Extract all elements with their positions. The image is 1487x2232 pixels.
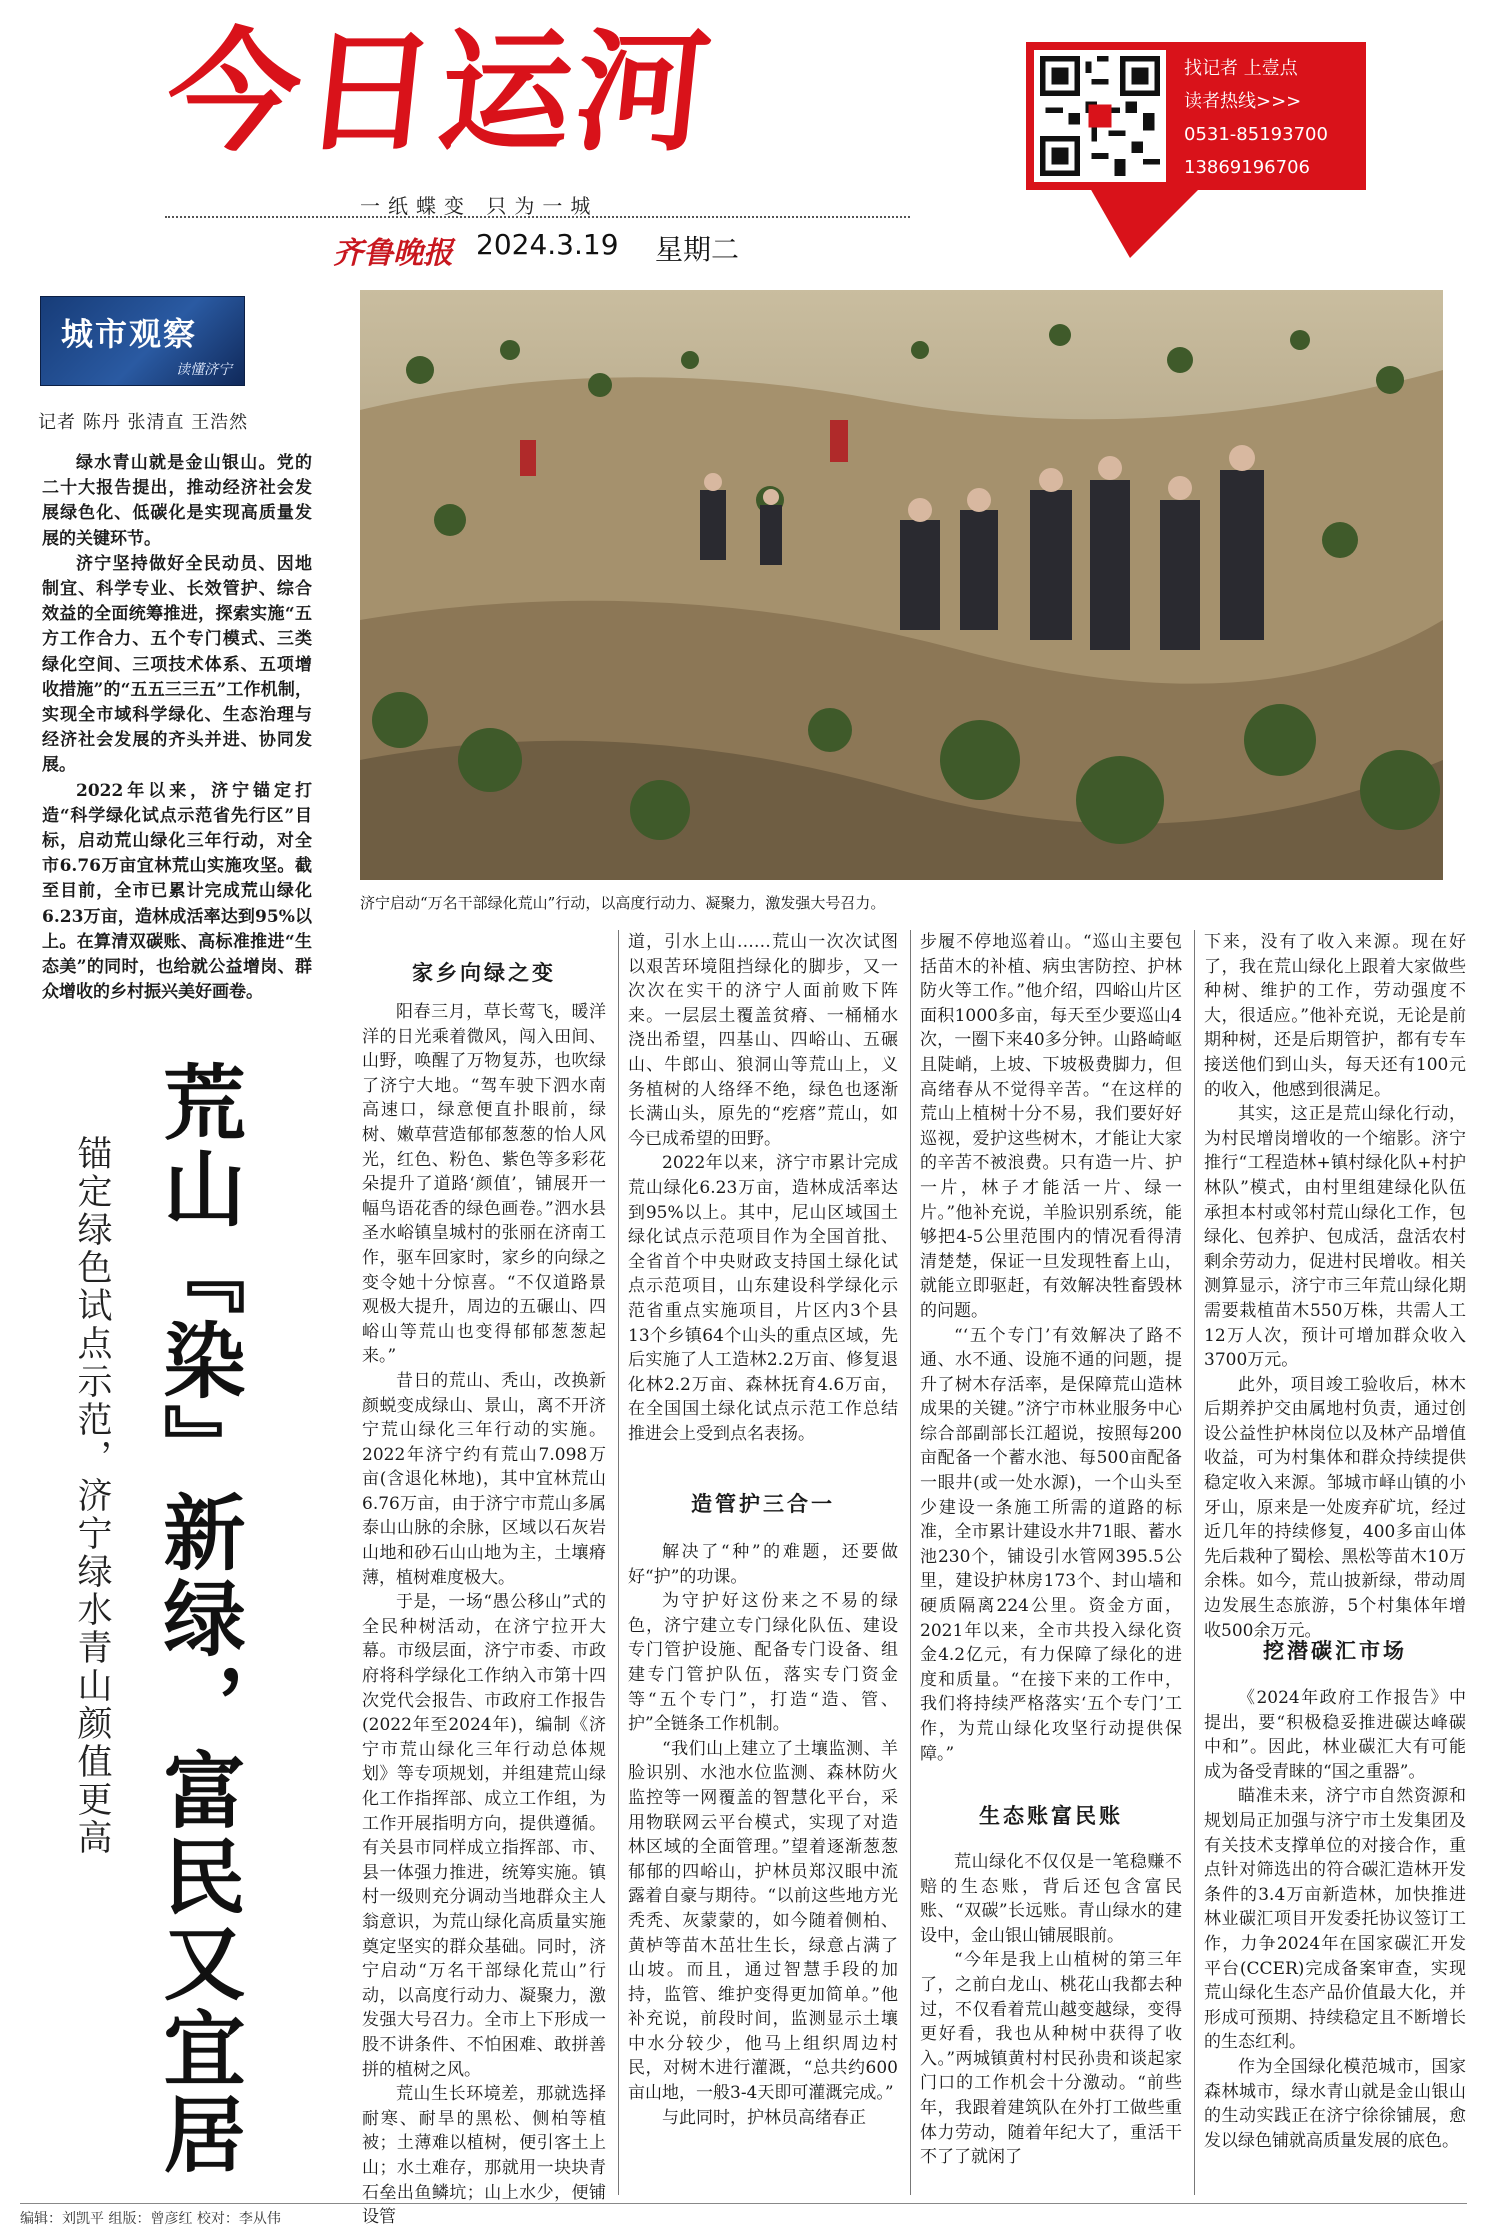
photo-caption: 济宁启动“万名干部绿化荒山”行动，以高度行动力、凝聚力，激发强大号召力。 <box>360 894 886 912</box>
article-paragraph: “‘五个专门’有效解决了路不通、水不通、设施不通的问题，提升了树木存活率，是保障荒山造林成果的关键。”济宁市林业服务中心综合部副部长江超说，按照每200亩配备一个蓄水池、每500亩配备一眼井(或一处水源)，一个山头至少建设一条施工所需的道路的标准，全市累计建设水井71眼、蓄水池230个，铺设引水管网395.5公里，建设护林房173个、封山墙和硬质隔离224公里。资金方面，2021年以来，全市共投入绿化资金4.2亿元，有力保障了绿化的进度和质量。“在接下来的工作中，我们将持续严格落实‘五个专门’工作，为荒山绿化攻坚行动提供保障。” <box>920 1325 1182 1764</box>
article-column-4 <box>1204 930 1466 1641</box>
hotline-phone-1[interactable]: 0531-85193700 <box>1184 124 1328 145</box>
article-column-4b <box>1204 1686 1466 2196</box>
article-paragraph: 荒山绿化不仅仅是一笔稳赚不赔的生态账，背后还包含富民账、“双碳”长远账。青山绿水的建设中，金山银山铺展眼前。 <box>920 1852 1182 1946</box>
newspaper-logo: 今日运河 <box>159 16 721 170</box>
intro-paragraph: 济宁坚持做好全民动员、因地制宜、科学专业、长效管护、综合效益的全面统筹推进，探索实施“五方工作合力、五个专门模式、三类绿化空间、三项技术体系、五项增收措施”的“五五三三五”工作机制，实现全市域科学绿化、生态治理与经济社会发展的齐头并进、协同发展。 <box>42 553 312 776</box>
intro-paragraph: 2022年以来，济宁锚定打造“科学绿化试点示范省先行区”目标，启动荒山绿化三年行动，对全市6.76万亩宜林荒山实施攻坚。截至目前，全市已累计完成荒山绿化6.23万亩，造林成活率达到95%以上。在算清双碳账、高标准推进“生态美”的同时，也给就公益增岗、群众增收的乡村振兴美好画卷。 <box>42 780 312 1003</box>
article-column-3b <box>920 1850 1182 2195</box>
column-subtitle: 读懂济宁 <box>176 362 232 378</box>
section-heading: 挖潜碳汇市场 <box>1263 1639 1407 1663</box>
article-paragraph: 阳春三月，草长莺飞，暖洋洋的日光乘着微风，闯入田间、山野，唤醒了万物复苏，也吹绿了济宁大地。“驾车驶下泗水南高速口，绿意便直扑眼前，绿树、嫩草营造郁郁葱葱的怡人风光，红色、粉色、紫色等多彩花朵提升了道路‘颜值’，铺展开一幅鸟语花香的绿色画卷。”泗水县圣水峪镇皇城村的张丽在济南工作，驱车回家时，家乡的向绿之变令她十分惊喜。“不仅道路景观极大提升，周边的五碾山、四峪山等荒山也变得郁郁葱葱起来。” <box>362 1002 606 1367</box>
section-heading: 家乡向绿之变 <box>412 961 556 985</box>
article-paragraph: 此外，项目竣工验收后，林木后期养护交由属地村负责，通过创设公益性护林岗位以及林产品增值收益，可为村集体和群众持续提供稳定收入来源。邹城市峄山镇的小牙山，原来是一处废弃矿坑，经过近几年的持续修复，400多亩山体先后栽种了蜀桧、黑松等苗木10万余株。如今，荒山披新绿，带动周边发展生态旅游，5个村集体年增收500余万元。 <box>1204 1374 1466 1641</box>
publication-weekday: 星期二 <box>655 233 740 266</box>
article-paragraph: 2022年以来，济宁市累计完成荒山绿化6.23万亩，造林成活率达到95%以上。其中，尼山区域国土绿化试点示范项目作为全国首批、全省首个中央财政支持国土绿化试点示范项目，山东建设科学绿化示范省重点实施项目，片区内3个县13个乡镇64个山头的重点区域，先后实施了人工造林2.2万亩、修复退化林2.2万亩、森林抚育4.6万亩，在全国国土绿化试点示范工作总结推进会上受到点名表扬。 <box>628 1153 898 1444</box>
hotline-phone-2[interactable]: 13869196706 <box>1184 157 1310 178</box>
article-paragraph: 作为全国绿化模范城市，国家森林城市，绿水青山就是金山银山的生动实践正在济宁徐徐铺展，愈发以绿色铺就高质量发展的底色。 <box>1204 2056 1466 2151</box>
publication-date: 2024.3.19 <box>476 228 619 261</box>
hotline-label: 读者热线>>> <box>1184 91 1302 112</box>
article-column-1 <box>362 1000 606 2228</box>
column-title: 城市观察 <box>61 315 198 353</box>
parent-paper-name: 齐鲁晚报 <box>333 236 453 271</box>
masthead <box>0 0 1487 275</box>
hotline-slogan: 找记者 上壹点 <box>1184 58 1298 79</box>
article-paragraph: 道，引水上山……荒山一次次试图以艰苦环境阻挡绿化的脚步，又一次次在实干的济宁人面前败下阵来。一层层土覆盖贫瘠、一桶桶水浇出希望，四基山、四峪山、五碾山、牛郎山、狼洞山等荒山上，义务植树的人络绎不绝，绿色也逐渐长满山头，原先的“疙瘩”荒山，如今已成希望的田野。 <box>628 932 898 1149</box>
hero-photo[interactable] <box>360 290 1443 880</box>
editor-credits: 编辑：刘凯平 组版：曾彦红 校对：李从伟 <box>20 2203 1467 2228</box>
masthead-divider <box>165 216 910 218</box>
qr-code-icon[interactable] <box>1034 50 1166 182</box>
masthead-slogan: 一纸蝶变 只为一城 <box>360 194 599 218</box>
byline: 记者 陈丹 张清直 王浩然 <box>38 412 249 433</box>
article-column-3 <box>920 930 1182 1764</box>
reader-hotline-box <box>1026 42 1366 190</box>
column-badge <box>40 296 245 386</box>
article-paragraph: 荒山生长环境差，那就选择耐寒、耐旱的黑松、侧柏等植被；土薄难以植树，便引客土上山；水土难存，那就用一块块青石垒出鱼鳞坑；山上水少，便铺设管 <box>362 2084 606 2228</box>
section-heading: 造管护三合一 <box>691 1492 835 1516</box>
article-paragraph: 解决了“种”的难题，还要做好“护”的功课。 <box>628 1542 898 1587</box>
article-paragraph: 《2024年政府工作报告》中提出，要“积极稳妥推进碳达峰碳中和”。因此，林业碳汇大有可能成为备受青睐的“国之重器”。 <box>1204 1688 1466 1782</box>
section-heading: 生态账富民账 <box>979 1804 1123 1828</box>
article-column-2 <box>628 930 898 1446</box>
main-headline: 荒山『染』新绿，富民又宜居 <box>150 1060 246 2178</box>
article-intro <box>42 451 312 1005</box>
article-paragraph: 其实，这正是荒山绿化行动，为村民增岗增收的一个缩影。济宁推行“工程造林+镇村绿化队+村护林队”模式，由村里组建绿化队伍承担本村或邻村荒山绿化工作，包绿化、包养护、包成活，盘活农村剩余劳动力，促进村民增收。相关测算显示，济宁市三年荒山绿化期需要栽植苗木550万株，共需人工12万人次，预计可增加群众收入3700万元。 <box>1204 1104 1466 1371</box>
article-paragraph: 下来，没有了收入来源。现在好了，我在荒山绿化上跟着大家做些种树、维护的工作，劳动强度不大，很适应。”他补充说，无论是前期种树，还是后期管护，都有专车接送他们到山头，每天还有100元的收入，他感到很满足。 <box>1204 932 1466 1100</box>
article-paragraph: 为守护好这份来之不易的绿色，济宁建立专门绿化队伍、建设专门管护设施、配备专门设备、组建专门管护队伍，落实专门资金等“五个专门”，打造“造、管、护”全链条工作机制。 <box>628 1591 898 1735</box>
article-paragraph: 瞄准未来，济宁市自然资源和规划局正加强与济宁市土发集团及有关技术支撑单位的对接合作，重点针对筛选出的符合碳汇造林开发条件的3.4万亩新造林，加快推进林业碳汇项目开发委托协议签订工作，力争2024年在国家碳汇开发平台(CCER)完成备案审查，实现荒山绿化生态产品价值最大化，并形成可预期、持续稳定且不断增长的生态红利。 <box>1204 1786 1466 2053</box>
column-divider <box>1194 930 1195 2195</box>
article-paragraph: 于是，一场“愚公移山”式的全民种树活动，在济宁拉开大幕。市级层面，济宁市委、市政府将科学绿化工作纳入市第十四次党代会报告、市政府工作报告(2022年至2024年)，编制《济宁市荒山绿化三年行动总体规划》等专项规划，并组建荒山绿化工作指挥部、成立工作组，为工作开展指明方向，提供遵循。有关县市同样成立指挥部、市、县一体强力推进，统筹实施。镇村一级则充分调动当地群众主人翁意识，为荒山绿化高质量实施奠定坚实的群众基础。同时，济宁启动“万名干部绿化荒山”行动，以高度行动力、凝聚力，激发强大号召力。全市上下形成一股不讲条件、不怕困难、敢拼善拼的植树之风。 <box>362 1592 606 2080</box>
article-paragraph: “今年是我上山植树的第三年了，之前白龙山、桃花山我都去种过，不仅看着荒山越变越绿，变得更好看，我也从种树中获得了收入。”两城镇黄村村民孙贵和谈起家门口的工作机会十分激动。“前些年，我跟着建筑队在外打工做些重体力劳动，随着年纪大了，重活干不了了就闲了 <box>920 1950 1182 2168</box>
hotline-bubble-tail <box>1090 188 1200 258</box>
article-paragraph: 步履不停地巡着山。“巡山主要包括苗木的补植、病虫害防控、护林防火等工作。”他介绍，四峪山片区面积1000多亩，每天至少要巡山4次，一圈下来40多分钟。山路崎岖且陡峭，上坡、下坡极费脚力，但高绪春从不觉得辛苦。“在这样的荒山上植树十分不易，我们要好好巡视，爱护这些树木，才能让大家的辛苦不被浪费。只有造一片、护一片，林子才能活一片、绿一片。”他补充说，羊脸识别系统，能够把4-5公里范围内的情况看得清清楚楚，保证一旦发现牲畜上山，就能立即驱赶，有效解决牲畜毁林的问题。 <box>920 932 1182 1321</box>
column-divider <box>910 930 911 2195</box>
article-column-2b <box>628 1540 898 2195</box>
article-paragraph: 与此同时，护林员高绪春正 <box>662 2107 866 2128</box>
article-paragraph: “我们山上建立了土壤监测、羊脸识别、水池水位监测、森林防火监控等一网覆盖的智慧化平台，采用物联网云平台模式，实现了对造林区域的全面管理。”望着逐渐葱葱郁郁的四峪山，护林员郑汉眼中流露着自豪与期待。“以前这些地方光秃秃、灰蒙蒙的，如今随着侧柏、黄栌等苗木茁壮生长，绿意占满了山坡。而且，通过智慧手段的加持，监管、维护变得更加简单。”他补充说，前段时间，监测显示土壤中水分较少，他马上组织周边村民，对树木进行灌溉，“总共约600亩山地，一般3-4天即可灌溉完成。” <box>628 1738 898 2104</box>
article-paragraph: 昔日的荒山、秃山，改换新颜蜕变成绿山、景山，离不开济宁荒山绿化三年行动的实施。2022年济宁约有荒山7.098万亩(含退化林地)，其中宜林荒山6.76万亩，由于济宁市荒山多属泰山山脉的余脉，区域以石灰岩山地和砂石山山地为主，土壤瘠薄，植树难度极大。 <box>362 1370 606 1588</box>
column-divider <box>618 930 619 2195</box>
intro-paragraph: 绿水青山就是金山银山。党的二十大报告提出，推动经济社会发展绿色化、低碳化是实现高质量发展的关键环节。 <box>42 453 312 549</box>
hotline-text <box>1184 52 1328 184</box>
sub-headline: 锚定绿色试点示范，济宁绿水青山颜值更高 <box>72 1135 112 1857</box>
